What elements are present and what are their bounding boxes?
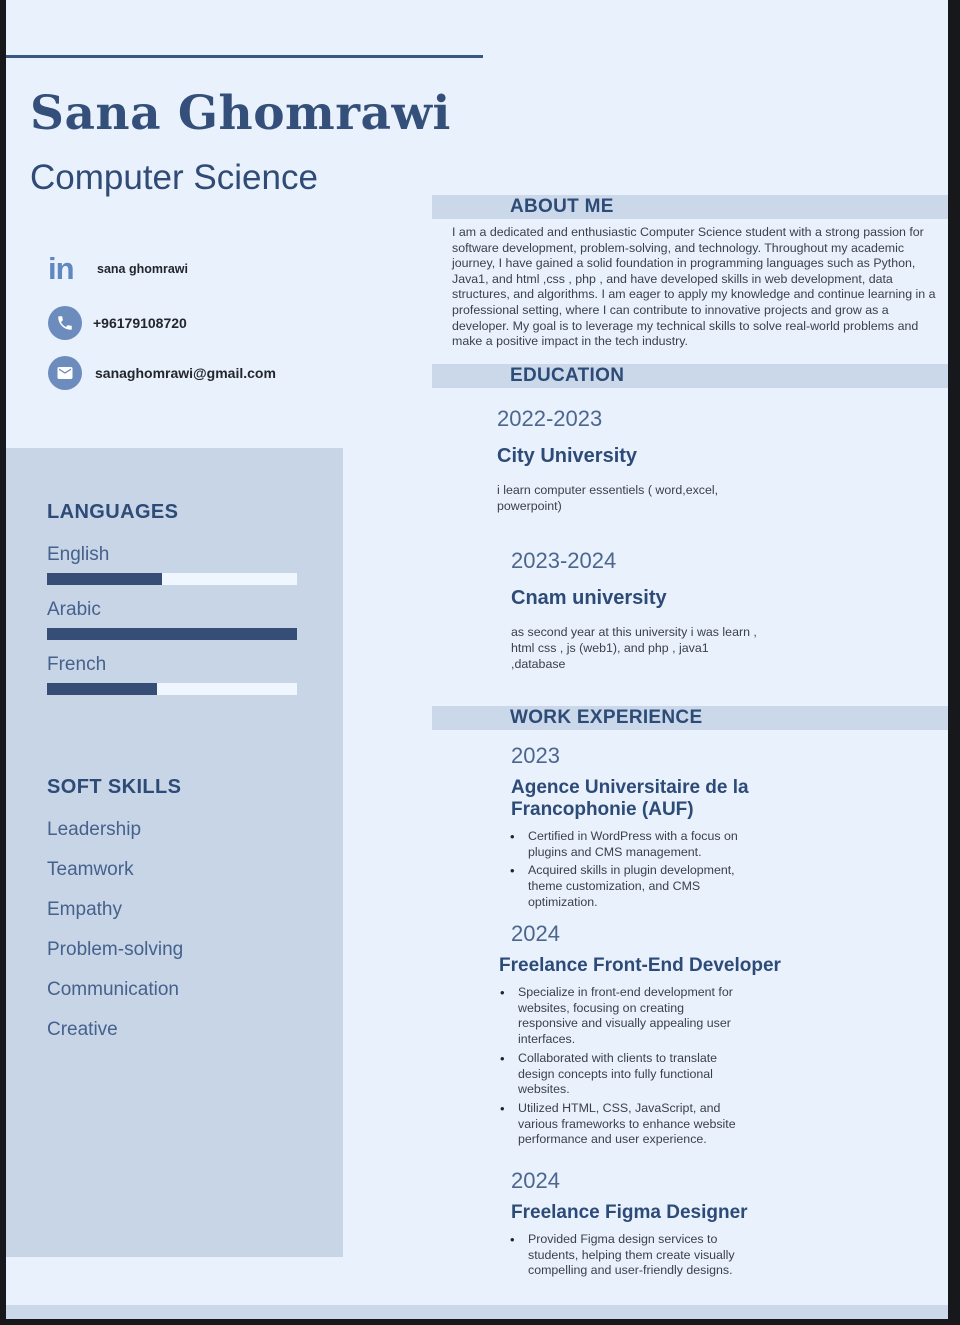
language-name: English: [47, 544, 110, 565]
bullet-item: [500, 1101, 837, 1148]
education-heading: EDUCATION: [510, 365, 625, 386]
work-item: [497, 1168, 837, 1282]
linkedin-row[interactable]: [48, 252, 188, 286]
bullet-icon: •: [510, 829, 515, 844]
work-year: 2024: [511, 921, 560, 946]
languages-heading: LANGUAGES: [47, 501, 179, 523]
skill-item: Creative: [47, 1019, 118, 1040]
phone-number: +96179108720: [93, 315, 187, 331]
bullet-icon: •: [510, 863, 515, 879]
work-section-band: [432, 706, 948, 730]
bullet-text: Certified in WordPress with a focus on plugins and CMS management.: [528, 829, 738, 859]
education-description: i learn computer essentiels ( word,excel, powerpoint): [497, 483, 719, 513]
bullet-text: Acquired skills in plugin development, theme customization, and CMS optimization.: [528, 863, 735, 909]
email-row[interactable]: [48, 356, 276, 390]
work-title: Agence Universitaire de la Francophonie (AUF): [511, 777, 749, 820]
bullet-text: Specialize in front-end development for websites, focusing on creating responsive and visually appealing user interfaces.: [518, 985, 733, 1047]
bullet-icon: •: [500, 1100, 505, 1116]
about-heading: ABOUT ME: [510, 196, 614, 217]
phone-icon: [48, 306, 82, 340]
email-address: sanaghomrawi@gmail.com: [95, 365, 276, 381]
bullet-item: [510, 1232, 837, 1279]
bullet-text: Utilized HTML, CSS, JavaScript, and various frameworks to enhance website performance and user experience.: [518, 1100, 736, 1147]
about-body: I am a dedicated and enthusiastic Computer Science student with a strong passion for software development, problem-solving, and technology. Throughout my academic journey, I have gained a solid foundation in programming languages such as Python, Java1, and html ,css , php , and have developed skills in web development, data structures, and algorithms. I am eager to apply my knowledge and continue learning in a professional setting, where I can contribute to innovative projects and grow as a developer. My goal is to leverage my technical skills to solve real-world problems and make a positive impact in the tech industry.: [452, 225, 936, 349]
language-level-bar: [47, 628, 297, 640]
skill-item: Teamwork: [47, 859, 134, 880]
language-name: Arabic: [47, 599, 101, 620]
frame-edge-left: [0, 0, 6, 1325]
soft-skills-heading: SOFT SKILLS: [47, 776, 182, 798]
education-item: [497, 406, 837, 514]
language-level-bar: [47, 683, 297, 695]
work-item: [497, 743, 837, 914]
soft-skills-section: [47, 775, 183, 1058]
person-title: Computer Science: [30, 158, 318, 197]
phone-row[interactable]: [48, 306, 187, 340]
work-item: [497, 921, 837, 1151]
language-name: French: [47, 654, 107, 675]
sidebar-panel: [6, 448, 343, 1257]
work-bullets: [510, 1232, 837, 1279]
language-item: [47, 653, 297, 695]
work-bullets: [510, 829, 837, 911]
bullet-icon: •: [500, 1050, 505, 1066]
education-years: 2023-2024: [511, 548, 617, 573]
skill-item: Leadership: [47, 819, 142, 840]
linkedin-icon: in: [48, 251, 74, 286]
mail-icon: [48, 356, 82, 390]
work-year: 2023: [511, 743, 560, 768]
person-name: Sana Ghomrawi: [30, 86, 451, 141]
frame-edge-right: [948, 0, 960, 1325]
bullet-icon: •: [510, 1232, 515, 1247]
language-level-bar: [47, 573, 297, 585]
education-item: [497, 548, 837, 672]
skill-item: Problem-solving: [47, 939, 184, 960]
about-section-band: [432, 195, 948, 219]
education-years: 2022-2023: [497, 406, 603, 431]
work-title: Freelance Figma Designer: [511, 1202, 748, 1223]
education-school: Cnam university: [511, 587, 667, 609]
language-level-fill: [47, 573, 162, 585]
bullet-item: [510, 829, 837, 860]
work-year: 2024: [511, 1168, 560, 1193]
frame-edge-bottom: [0, 1319, 960, 1325]
bullet-icon: •: [500, 985, 505, 1000]
education-section-band: [432, 364, 948, 388]
skill-item: Communication: [47, 979, 179, 1000]
education-school: City University: [497, 445, 638, 467]
bullet-item: [500, 1051, 837, 1098]
header-divider: [6, 55, 483, 58]
footer-band: [6, 1305, 948, 1319]
skill-item: Empathy: [47, 899, 122, 920]
bullet-text: Collaborated with clients to translate design concepts into fully functional websites.: [518, 1050, 718, 1097]
bullet-item: [510, 863, 837, 910]
work-title: Freelance Front-End Developer: [499, 955, 781, 976]
bullet-text: Provided Figma design services to students, helping them create visually compelling and user-friendly designs.: [528, 1232, 735, 1278]
education-description: as second year at this university i was learn , html css , js (web1), and php , java1 ,database: [511, 625, 757, 671]
languages-section: [47, 500, 297, 708]
language-level-fill: [47, 683, 157, 695]
work-heading: WORK EXPERIENCE: [510, 707, 703, 728]
bullet-item: [500, 985, 837, 1048]
linkedin-handle: sana ghomrawi: [97, 262, 188, 276]
language-item: [47, 598, 297, 640]
language-level-fill: [47, 628, 297, 640]
language-item: [47, 543, 297, 585]
work-bullets: [500, 985, 837, 1148]
